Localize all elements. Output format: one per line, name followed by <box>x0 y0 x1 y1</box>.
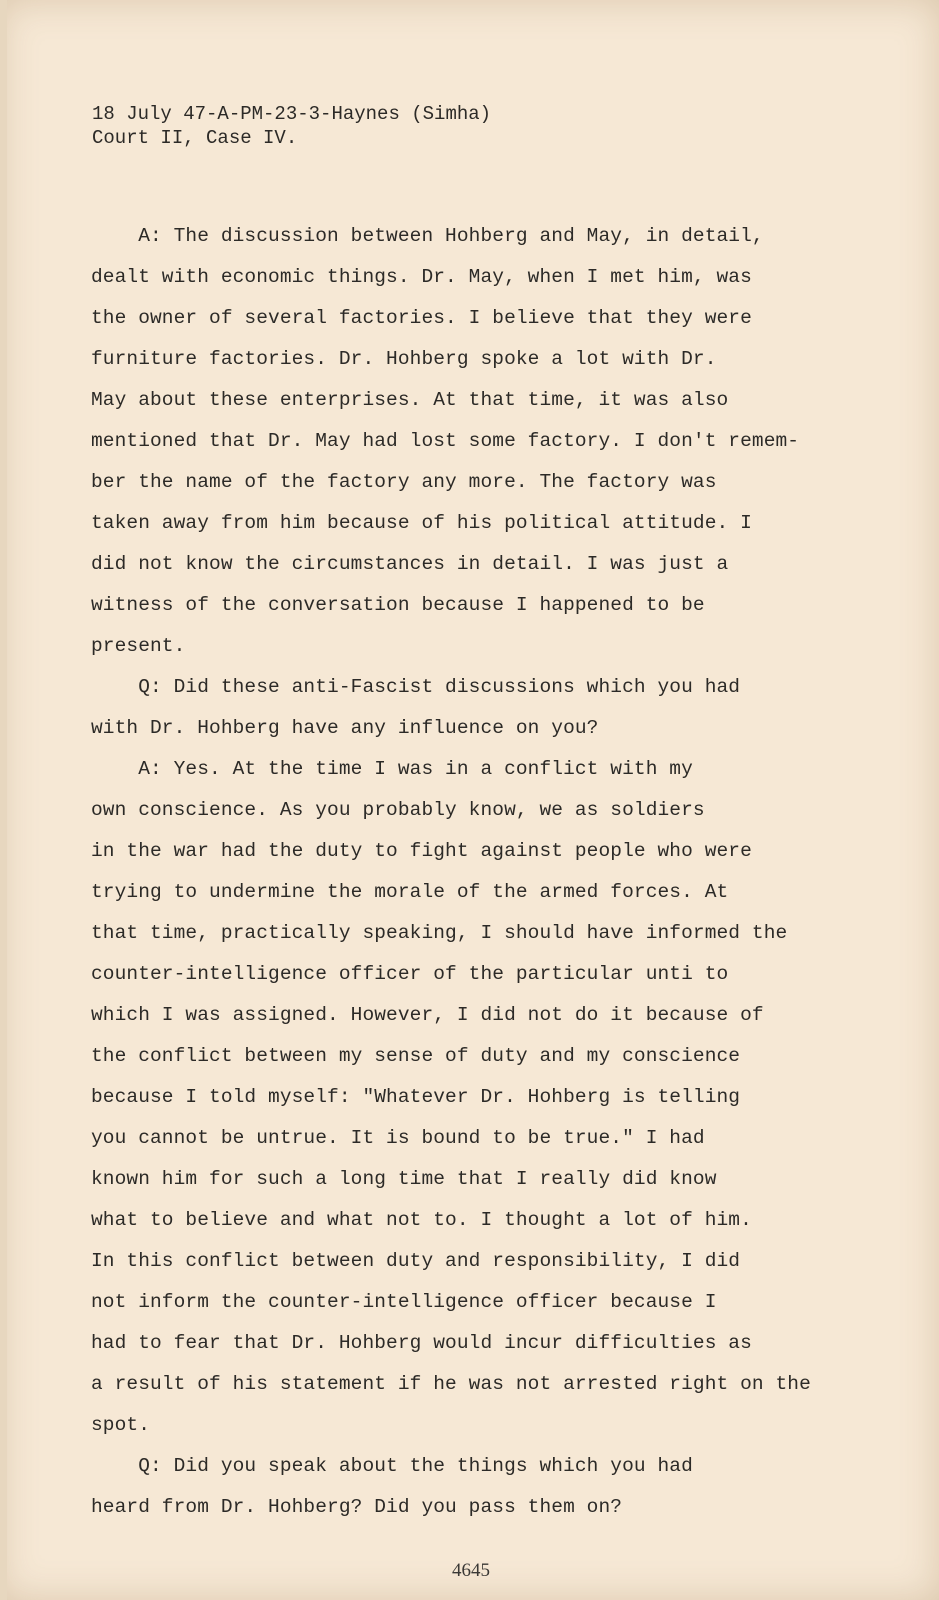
text-line: what to believe and what not to. I thought a lot of him. <box>91 1209 752 1231</box>
text-line: In this conflict between duty and responsibility, I did <box>91 1250 741 1272</box>
page-edge <box>0 0 7 1600</box>
text-line: counter-intelligence officer of the particular unti to <box>91 963 729 985</box>
page-number: 4645 <box>452 1560 490 1581</box>
text-line: did not know the circumstances in detail. I was just a <box>91 553 729 575</box>
text-line: Q: Did these anti-Fascist discussions which you had <box>91 676 741 698</box>
text-line: the owner of several factories. I believe that they were <box>91 307 752 329</box>
document-header <box>92 102 491 150</box>
text-line: had to fear that Dr. Hohberg would incur difficulties as <box>91 1332 752 1354</box>
text-line: you cannot be untrue. It is bound to be true." I had <box>91 1127 705 1149</box>
text-line: which I was assigned. However, I did not do it because of <box>91 1004 764 1026</box>
text-line: spot. <box>91 1414 151 1436</box>
text-line: A: Yes. At the time I was in a conflict with my <box>91 758 693 780</box>
text-line: heard from Dr. Hohberg? Did you pass them on? <box>91 1496 623 1518</box>
text-line: furniture factories. Dr. Hohberg spoke a lot with Dr. <box>91 348 717 370</box>
text-line: not inform the counter-intelligence officer because I <box>91 1291 717 1313</box>
header-line-1: 18 July 47-A-PM-23-3-Haynes (Simha) <box>92 103 492 125</box>
text-line: dealt with economic things. Dr. May, when I met him, was <box>91 266 752 288</box>
text-line: taken away from him because of his political attitude. I <box>91 512 752 534</box>
header-line-2: Court II, Case IV. <box>92 127 298 149</box>
text-line: in the war had the duty to fight against people who were <box>91 840 752 862</box>
text-line: trying to undermine the morale of the armed forces. At <box>91 881 729 903</box>
text-line: that time, practically speaking, I should have informed the <box>91 922 788 944</box>
text-line: witness of the conversation because I happened to be <box>91 594 705 616</box>
text-line: mentioned that Dr. May had lost some factory. I don't remem- <box>91 430 800 452</box>
text-line: known him for such a long time that I really did know <box>91 1168 717 1190</box>
text-line: with Dr. Hohberg have any influence on you? <box>91 717 599 739</box>
text-line: May about these enterprises. At that time, it was also <box>91 389 729 411</box>
text-line: ber the name of the factory any more. The factory was <box>91 471 717 493</box>
text-line: a result of his statement if he was not arrested right on the <box>91 1373 811 1395</box>
text-line: A: The discussion between Hohberg and May, in detail, <box>91 225 764 247</box>
text-line: own conscience. As you probably know, we as soldiers <box>91 799 705 821</box>
text-line: because I told myself: "Whatever Dr. Hohberg is telling <box>91 1086 741 1108</box>
text-line: present. <box>91 635 186 657</box>
text-line: the conflict between my sense of duty and my conscience <box>91 1045 741 1067</box>
text-line: Q: Did you speak about the things which you had <box>91 1455 693 1477</box>
